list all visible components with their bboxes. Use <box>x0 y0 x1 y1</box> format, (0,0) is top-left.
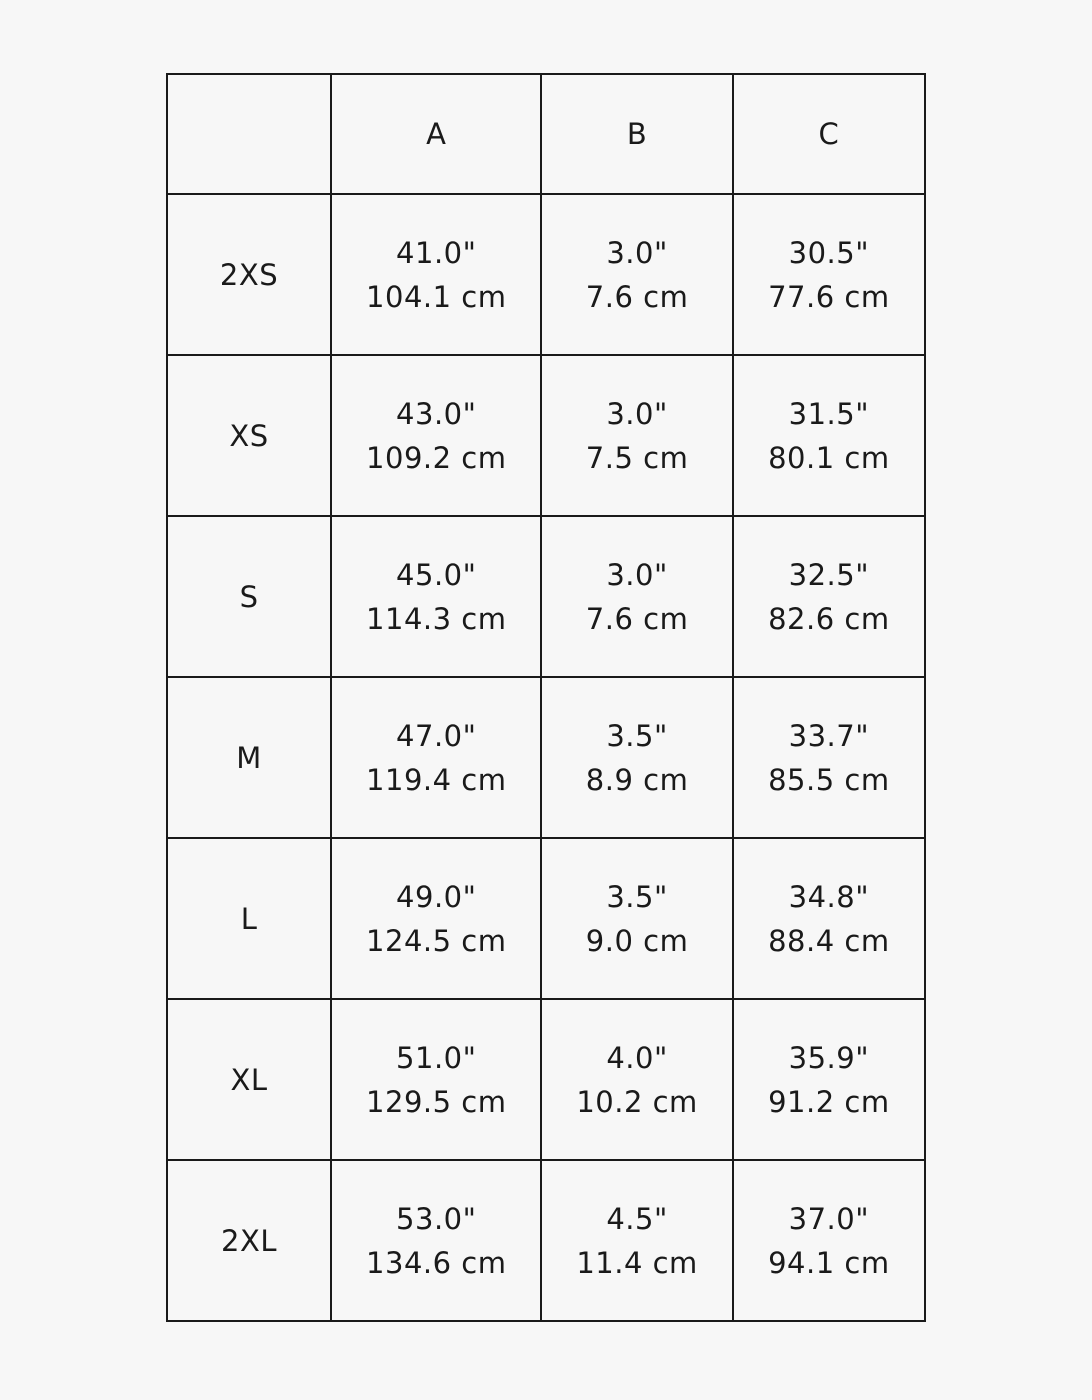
inch-value: 3.5" <box>606 879 668 914</box>
cm-value: 129.5 cm <box>366 1084 507 1119</box>
cm-value: 91.2 cm <box>768 1084 890 1119</box>
inch-value: 35.9" <box>788 1040 870 1075</box>
header-cell-a: A <box>331 74 541 194</box>
measurement-cell <box>733 355 925 516</box>
inch-value: 45.0" <box>396 557 477 592</box>
cm-value: 88.4 cm <box>768 923 890 958</box>
measurement-cell <box>733 194 925 355</box>
measurement-cell <box>541 677 732 838</box>
measurement-cell <box>733 677 925 838</box>
cm-value: 119.4 cm <box>366 762 507 797</box>
cm-value: 134.6 cm <box>366 1245 507 1280</box>
table-row <box>167 194 925 355</box>
cm-value: 7.6 cm <box>585 601 689 636</box>
cm-value: 104.1 cm <box>366 279 507 314</box>
measurement-cell <box>733 516 925 677</box>
size-label: L <box>167 838 331 999</box>
header-cell-corner <box>167 74 331 194</box>
measurement-cell <box>331 838 541 999</box>
inch-value: 3.5" <box>606 718 668 753</box>
inch-value: 32.5" <box>788 557 870 592</box>
cm-value: 124.5 cm <box>366 923 507 958</box>
cm-value: 7.6 cm <box>585 279 689 314</box>
inch-value: 51.0" <box>396 1040 477 1075</box>
table-row <box>167 516 925 677</box>
size-label: XS <box>167 355 331 516</box>
measurement-cell <box>331 677 541 838</box>
inch-value: 4.0" <box>606 1040 668 1075</box>
inch-value: 4.5" <box>606 1201 668 1236</box>
cm-value: 8.9 cm <box>585 762 689 797</box>
header-row <box>167 74 925 194</box>
size-label: 2XS <box>167 194 331 355</box>
measurement-cell <box>733 999 925 1160</box>
inch-value: 3.0" <box>606 396 668 431</box>
measurement-cell <box>331 516 541 677</box>
inch-value: 47.0" <box>396 718 477 753</box>
table-row <box>167 838 925 999</box>
cm-value: 109.2 cm <box>366 440 507 475</box>
measurement-cell <box>733 838 925 999</box>
cm-value: 85.5 cm <box>768 762 890 797</box>
table-row <box>167 1160 925 1321</box>
inch-value: 53.0" <box>396 1201 477 1236</box>
inch-value: 31.5" <box>788 396 870 431</box>
size-label: 2XL <box>167 1160 331 1321</box>
size-chart-table <box>166 73 926 1322</box>
cm-value: 9.0 cm <box>585 923 689 958</box>
table-row <box>167 677 925 838</box>
inch-value: 34.8" <box>788 879 870 914</box>
table-row <box>167 355 925 516</box>
size-label: M <box>167 677 331 838</box>
inch-value: 41.0" <box>396 235 477 270</box>
inch-value: 43.0" <box>396 396 477 431</box>
cm-value: 10.2 cm <box>576 1084 698 1119</box>
cm-value: 7.5 cm <box>585 440 689 475</box>
cm-value: 114.3 cm <box>366 601 507 636</box>
cm-value: 80.1 cm <box>768 440 890 475</box>
inch-value: 30.5" <box>788 235 870 270</box>
measurement-cell <box>541 838 732 999</box>
measurement-cell <box>541 355 732 516</box>
inch-value: 37.0" <box>788 1201 870 1236</box>
measurement-cell <box>331 1160 541 1321</box>
measurement-cell <box>541 194 732 355</box>
header-cell-b: B <box>541 74 732 194</box>
measurement-cell <box>541 516 732 677</box>
measurement-cell <box>733 1160 925 1321</box>
cm-value: 82.6 cm <box>768 601 890 636</box>
cm-value: 11.4 cm <box>576 1245 698 1280</box>
table-row <box>167 999 925 1160</box>
size-label: S <box>167 516 331 677</box>
inch-value: 3.0" <box>606 235 668 270</box>
measurement-cell <box>541 1160 732 1321</box>
header-cell-c: C <box>733 74 925 194</box>
inch-value: 33.7" <box>788 718 870 753</box>
inch-value: 3.0" <box>606 557 668 592</box>
size-label: XL <box>167 999 331 1160</box>
inch-value: 49.0" <box>396 879 477 914</box>
cm-value: 77.6 cm <box>768 279 890 314</box>
measurement-cell <box>331 194 541 355</box>
measurement-cell <box>331 999 541 1160</box>
measurement-cell <box>331 355 541 516</box>
cm-value: 94.1 cm <box>768 1245 890 1280</box>
measurement-cell <box>541 999 732 1160</box>
